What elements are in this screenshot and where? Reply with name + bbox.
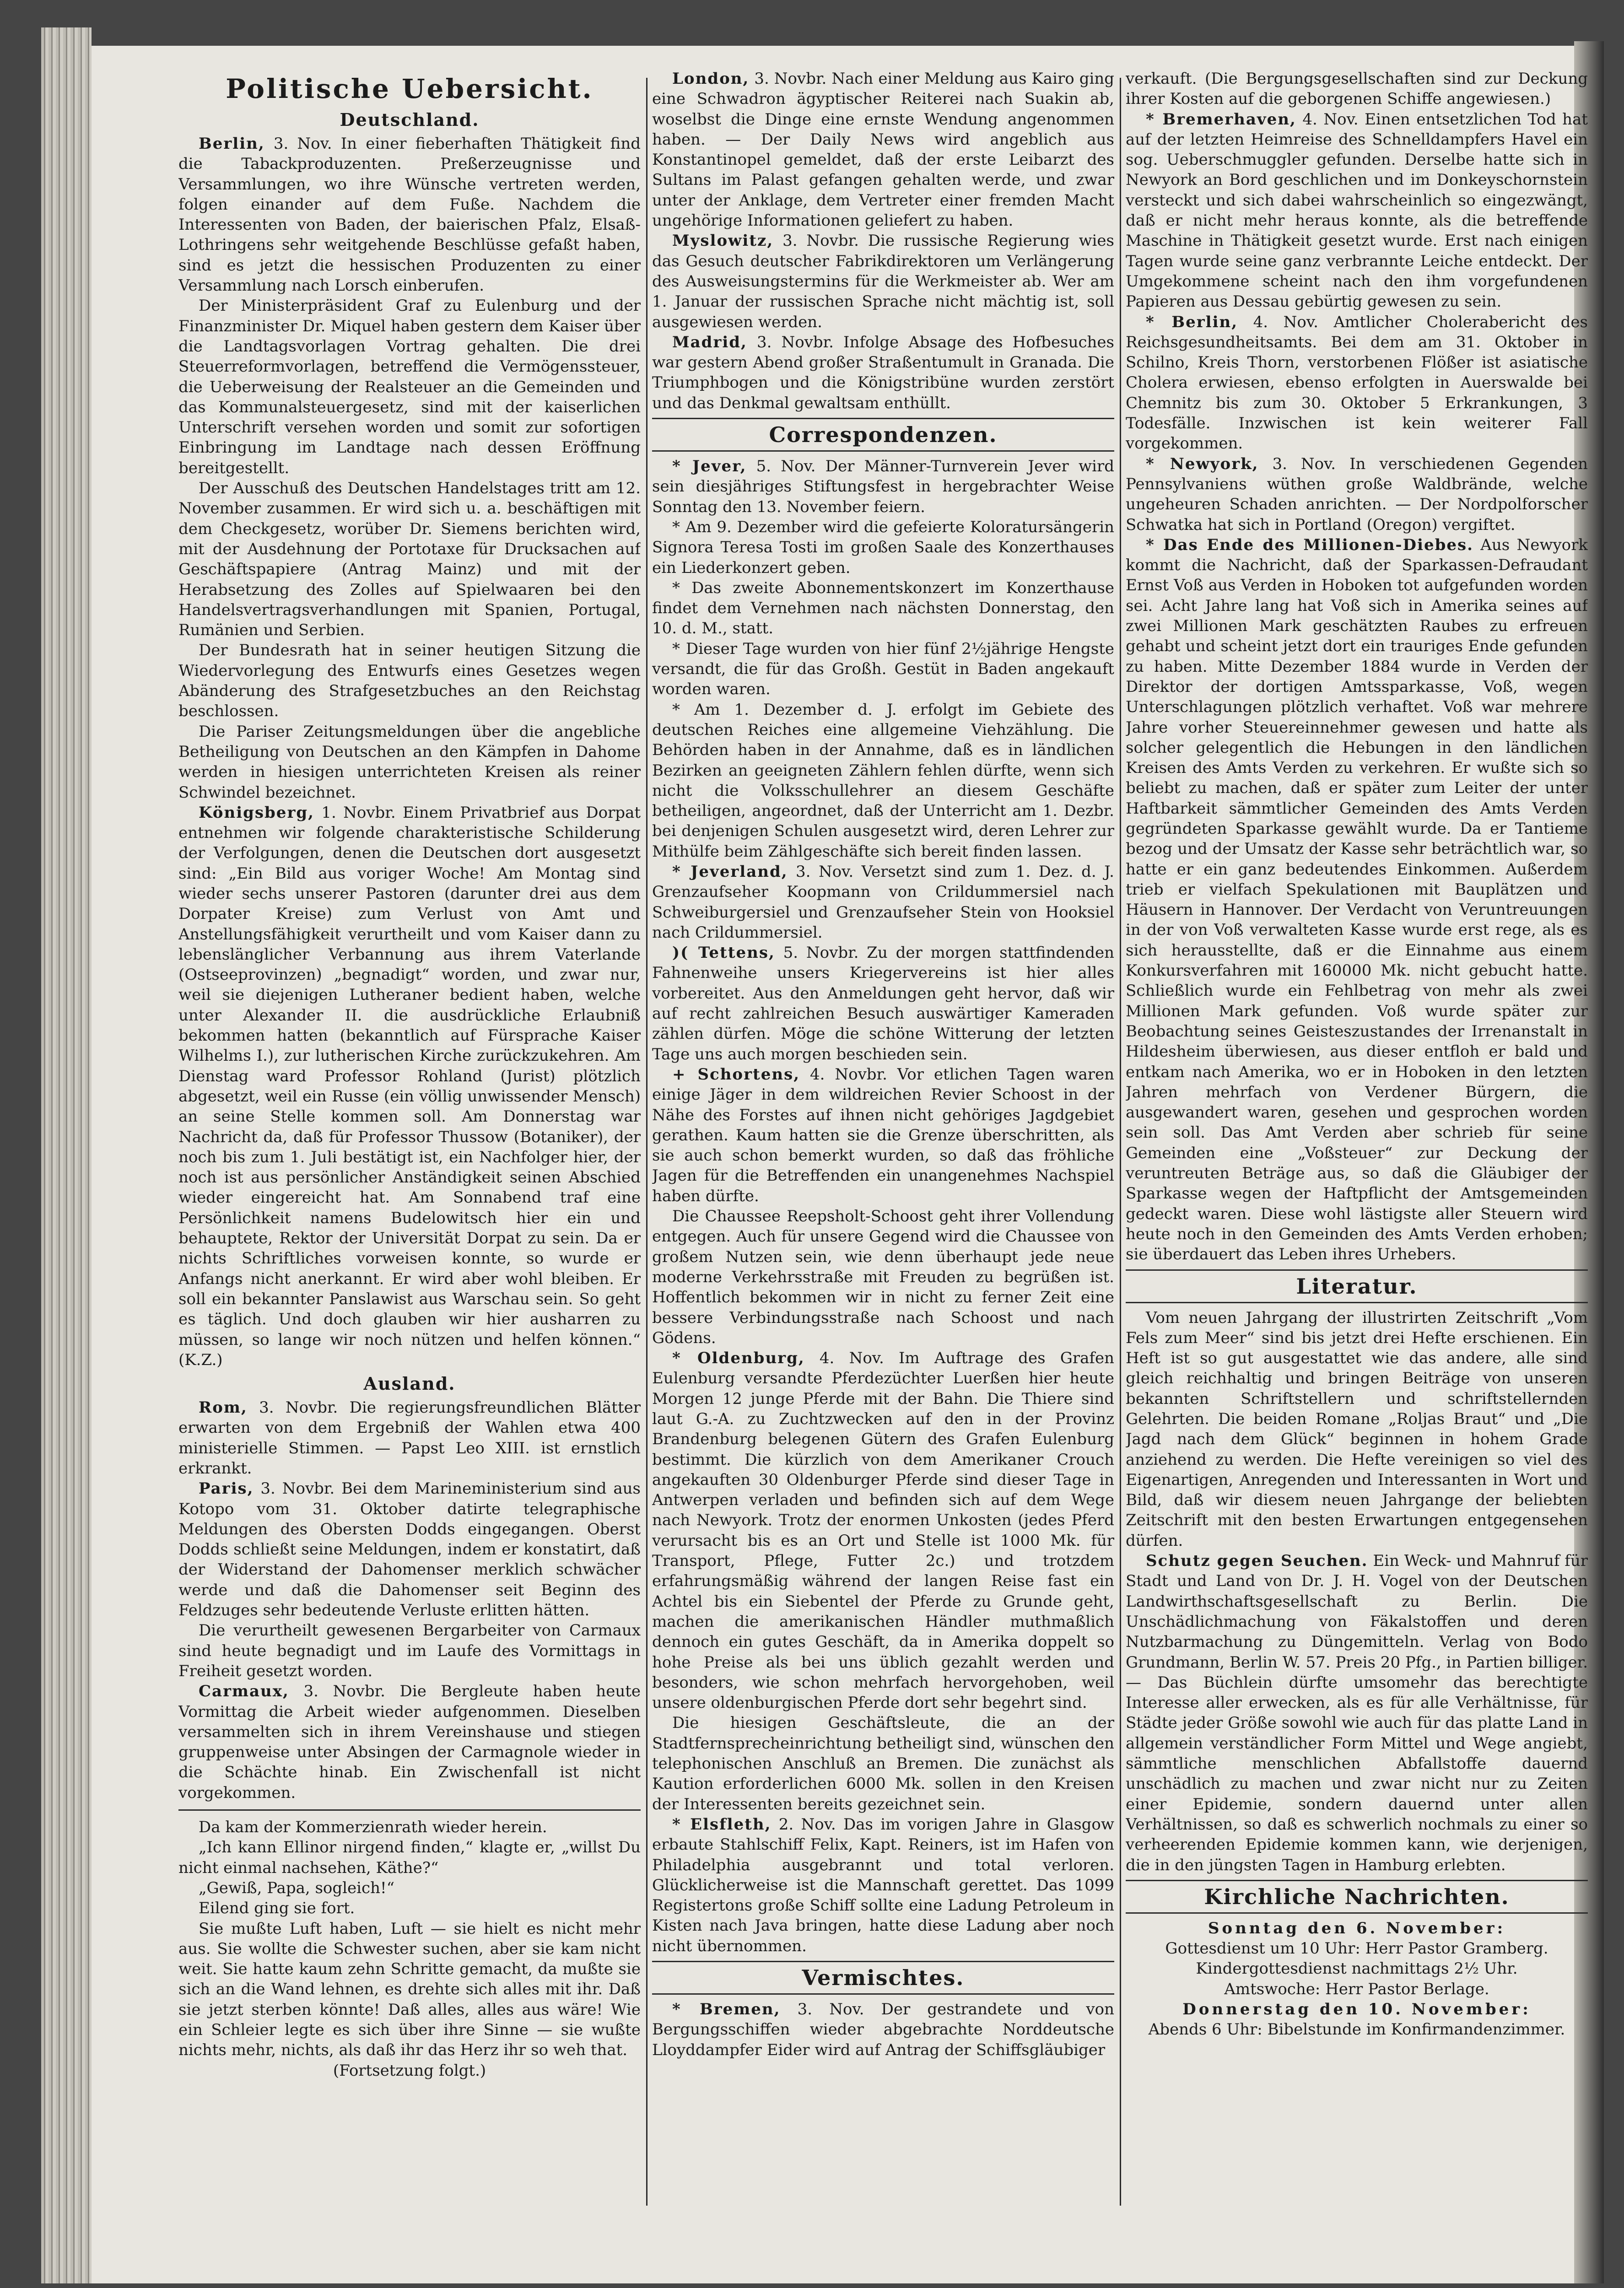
dateline: + Schortens, [672, 1065, 800, 1084]
article [1126, 454, 1588, 535]
column-rule [1120, 78, 1121, 2206]
dateline: * Jever, [672, 457, 747, 476]
dateline: Rom, [199, 1398, 248, 1417]
article [652, 1064, 1114, 1206]
article-text: 3. Novbr. Bei dem Marineministerium sind aus Kotopo vom 31. Oktober datirte telegraphische Meldungen des Obersten Dodds eingegangen. Oberst Dodds schließt seine Meldungen, indem er konstatirt, daß der Widerstand der Dahomenser merklich schwächer werde und daß die Dahomenser seit Beginn des Feldzuges sehr bedeutende Verluste erlitten hätten. [178, 1479, 641, 1620]
article-text: 5. Novbr. Zu der morgen stattfindenden Fahnenweihe unsers Kriegervereins ist hier alles vorbereitet. Aus den Anmeldungen geht hervor, daß wir auf recht zahlreichen Besuch auswärtiger Kameraden zählen dürfen. Möge die schöne Witterung der letzten Tage uns auch morgen beschieden sein. [652, 944, 1114, 1063]
section-title: Vermischtes. [652, 1961, 1114, 1995]
dateline: * Jeverland, [672, 862, 788, 881]
article: * Am 9. Dezember wird die gefeierte Koloratursängerin Signora Teresa Tosti im großen Saale des Konzerthauses ein Liederkonzert geben. [652, 518, 1114, 577]
article [652, 862, 1114, 943]
subsection-title: Deutschland. [340, 109, 480, 130]
article [652, 69, 1114, 231]
article: * Das zweite Abonnementskonzert im Konzerthause findet dem Vernehmen nach nächsten Donnerstag, den 10. d. M., statt. [652, 578, 1114, 638]
dateline: Berlin, [199, 135, 265, 153]
article: * Am 1. Dezember d. J. erfolgt im Gebiete des deutschen Reiches eine allgemeine Viehzählung. Die Behörden haben in der Annahme, daß es in ländlichen Bezirken an geeigneten Zählern fehlen dürfte, wenn sich nicht die Volksschullehrer an diesem Geschäfte betheiligen, angeordnet, daß der Unterricht am 1. Dezbr. bei denjenigen Schulen ausgesetzt wird, deren Lehrer zur Mithülfe beim Zählgeschäfte sich bereit finden lassen. [652, 700, 1114, 861]
church-notice: Abends 6 Uhr: Bibelstunde im Konfirmandenzimmer. [1148, 2020, 1565, 2039]
dateline: * Berlin, [1146, 313, 1238, 331]
feuilleton-divider [178, 1809, 641, 1811]
church-notice: Kindergottesdienst nachmittags 2½ Uhr. [1196, 1959, 1518, 1978]
subsection-title: Ausland. [363, 1373, 456, 1394]
article: verkauft. (Die Bergungsgesellschaften sind zur Deckung ihrer Kosten auf die geborgenen Schiffe angewiesen.) [1126, 70, 1588, 108]
article-text: 3. Nov. Der gestrandete und von Bergungsschiffen wieder abgebrachte Norddeutsche Lloyddampfer Eider wird auf Antrag der Schiffsgläubiger [652, 2000, 1114, 2059]
article-text: 3. Novbr. Nach einer Meldung aus Kairo ging eine Schwadron ägyptischer Reiterei nach Suakin ab, woselbst die Dinge eine ernste Wendung angenommen haben. — Der Daily News wird angeblich aus Konstantinopel gemeldet, daß der erste Leibarzt des Sultans im Palast gefangen gehalten werde, und zwar unter der Anklage, dem Vertreter einer fremden Macht ungehörige Informationen geliefert zu haben. [652, 70, 1114, 230]
article-text: 3. Nov. In einer fieberhaften Thätigkeit find die Tabackproduzenten. Preßerzeugnisse und Versammlungen, wo ihre Wünsche vertreten werden, folgen einander auf dem Fuße. Nachdem die Interessenten von Baden, der baierischen Pfalz, Elsaß-Lothringens sehr weitgehende Beschlüsse gefaßt haben, sind es jetzt die hessischen Produzenten zu einer Versammlung nach Lorsch einberufen. [178, 135, 641, 295]
article-headline: * Das Ende des Millionen-Diebes. [1146, 535, 1473, 554]
article: Vom neuen Jahrgang der illustrirten Zeitschrift „Vom Fels zum Meer“ sind bis jetzt drei Hefte erschienen. Ein Heft ist so gut ausgestattet wie das andere, alle sind gleich reichhaltig und bringen Beiträge von unseren bekannten Schriftstellern und schriftstellernden Gelehrten. Die beiden Romane „Roljas Braut“ und „Die Jagd nach dem Glück“ beginnen in hohem Grade anziehend zu werden. Die Hefte vereinigen so viel des Eigenartigen, Anregenden und Interessanten in Wort und Bild, daß wir diesem neuen Jahrgange der beliebten Zeitschrift mit den besten Erwartungen entgegensehen dürfen. [1126, 1308, 1588, 1550]
section-title: Literatur. [1126, 1269, 1588, 1303]
article-text: 4. Nov. Amtlicher Cholerabericht des Reichsgesundheitsamts. Bei dem am 31. Oktober in Schilno, Kreis Thorn, verstorbenen Flößer ist asiatische Cholera erwiesen, ebenso erfolgten in Auerswalde bei Chemnitz bis zum 30. Oktober 5 Erkrankungen, 3 Todesfälle. Inzwischen ist kein weiterer Fall vorgekommen. [1126, 313, 1588, 453]
article-headline: Schutz gegen Seuchen. [1146, 1552, 1368, 1570]
article-text: 2. Nov. Das im vorigen Jahre in Glasgow erbaute Stahlschiff Felix, Kapt. Reiners, ist im Hafen von Philadelphia ausgebrannt und total verloren. Glücklicherweise ist die Mannschaft gerettet. Das 1099 Registertons große Schiff sollte eine Ladung Petroleum in Kisten nach Java bringen, hatte diese Ladung aber noch nicht übernommen. [652, 1815, 1114, 1955]
dateline: London, [672, 70, 750, 88]
article [1126, 312, 1588, 454]
article-text: 1. Novbr. Einem Privatbrief aus Dorpat entnehmen wir folgende charakteristische Schilderung der Verfolgungen, denen die Deutschen dort ausgesetzt sind: „Ein Bild aus voriger Woche! Am Montag sind wieder sechs unserer Pastoren (darunter drei aus dem Dorpater Kreise) zum Verlust von Amt und Anstellungsfähigkeit verurtheilt und vom Kaiser dann zu lebenslänglicher Verbannung aus ihrem Vaterlande (Ostseeprovinzen) „begnadigt“ worden, und zwar nur, weil sie diejenigen Lutheraner bedient haben, welche unter Alexander II. die ausdrückliche Erlaubniß bekommen hatten (bekanntlich auf Fürsprache Kaiser Wilhelms I.), zur lutherischen Kirche zurückzukehren. Am Dienstag ward Professor Rohland (Jurist) plötzlich abgesetzt, weil ein Russe (ein völlig unwissender Mensch) an seine Stelle kommen soll. Am Donnerstag war Nachricht da, daß für Professor Thussow (Botaniker), der noch bis zum 1. Juli bestätigt ist, ein Nachfolger hier, der noch ist aus persönlicher Anständigkeit seinen Abschied wieder eingereicht hat. Am Sonnabend traf eine Persönlichkeit namens Budelowitsch hier ein und behauptete, Rektor der Universität Dorpat zu sein. Da er nichts Schriftliches vorweisen konnte, so wurde er Anfangs nicht anerkannt. Er wird aber wohl bleiben. Er soll ein bekannter Panslawist aus Warschau sein. So geht es täglich. Und doch glauben wir hier ausharren zu müssen, so lange wir noch nützen und helfen können.“ (K.Z.) [178, 803, 641, 1369]
dateline: * Oldenburg, [672, 1349, 805, 1368]
article [652, 231, 1114, 332]
article: Der Ausschuß des Deutschen Handelstages tritt am 12. November zusammen. Er wird sich u. a. beschäftigen mit dem Checkgesetz, worüber Dr. Siemens berichten wird, mit der Ausdehnung der Portotaxe für Drucksachen auf Geschäftspapiere (Antrag Mainz) und mit der Herabsetzung des Zolles auf Spielwaaren bei den Handelsvertragsverhandlungen mit Spanien, Portugal, Rumänien und Serbien. [178, 479, 641, 640]
article-text: 3. Novbr. Die russische Regierung wies das Gesuch deutscher Fabrikdirektoren um Verlängerung des Ausweisungstermins für die Werkmeister ab. Wer am 1. Januar der russischen Sprache nicht mächtig ist, soll ausgewiesen werden. [652, 232, 1114, 331]
section-title: Politische Uebersicht. [226, 73, 593, 104]
column-1 [178, 69, 641, 2215]
dateline: * Newyork, [1146, 454, 1259, 473]
article [652, 332, 1114, 413]
article [652, 456, 1114, 517]
page-stack-edge [41, 27, 92, 2283]
article [178, 1681, 641, 1803]
article [178, 134, 641, 296]
article [652, 1999, 1114, 2060]
article [1126, 535, 1588, 1265]
article: Die verurtheilt gewesenen Bergarbeiter von Carmaux sind heute begnadigt und im Laufe des Vormittags in Freiheit gesetzt worden. [178, 1621, 641, 1680]
dateline: * Bremen, [672, 2000, 781, 2019]
article [178, 1479, 641, 1620]
church-notice-date: Donnerstag den 10. November: [1182, 2000, 1531, 2019]
feuilleton-text: „Ich kann Ellinor nirgend finden,“ klagte er, „willst Du nicht einmal nachsehen, Käthe?“ [178, 1838, 641, 1877]
article [1126, 1551, 1588, 1875]
continuation-note: (Fortsetzung folgt.) [333, 2061, 486, 2080]
feuilleton-text: Sie mußte Luft haben, Luft — sie hielt es nicht mehr aus. Sie wollte die Schwester suchen, aber sie kam nicht weit. Sie hatte kaum zehn Schritte gemacht, da mußte sie sich an die Wand lehnen, es drehte sich alles mit ihr. Daß sie jetzt sterben könnte! Daß alles, alles aus wäre! Wie ein Schleier legte es sich über ihre Sinne — sie wußte nichts mehr, nichts, als daß ihr das Herz ihr so weh that. [178, 1919, 641, 2060]
article-text: Aus Newyork kommt die Nachricht, daß der Sparkassen-Defraudant Ernst Voß aus Verden in Hoboken tot aufgefunden worden sei. Acht Jahre lang hat Voß sich in Amerika seines auf zwei Millionen Mark geschätzten Raubes zu erfreuen gehabt und scheint jetzt dort ein trauriges Ende gefunden zu haben. Mitte Dezember 1884 wurde in Verden der Direktor der dortigen Amtssparkasse, Voß, wegen Unterschlagungen plötzlich verhaftet. Voß war mehrere Jahre vorher Steuereinnehmer gewesen und hatte als solcher gelegentlich die Hebungen in den ländlichen Kreisen des Amts Verden zu verkehren. Er wußte sich so beliebt zu machen, daß er später zum Leiter der unter Haftbarkeit sämmtlicher Gemeinden des Amts Verden gegründeten Sparkasse gewählt wurde. Da er Tantieme bezog und der Umsatz der Kasse sehr beträchtlich war, so hatte er ein ganz bedeutendes Einkommen. Außerdem trieb er vielfach Spekulationen mit Bauplätzen und Häusern in Hannover. Der Verdacht von Veruntreuungen in der von Voß verwalteten Kasse wurde erst rege, als es sich herausstellte, daß er die Einnahme aus einem Konkursverfahren mit 160000 Mk. nicht gebucht hatte. Schließlich wurde ein Fehlbetrag von mehr als zwei Millionen Mark gefunden. Voß wurde später zur Beobachtung seines Geisteszustandes der Irrenanstalt in Hildesheim überwiesen, aus dieser entfloh er bald und entkam nach Amerika, wo er in Hoboken in den letzten Jahren mehrfach von Verdener Bürgern, die ausgewandert waren, gesehen und gesprochen worden sein soll. Das Amt Verden aber schrieb für seine Gemeinden eine „Voßsteuer“ zur Deckung der veruntreuten Beträge aus, so daß die Gläubiger der Sparkasse wegen der Haftpflicht der Amtsgemeinden gedeckt waren. Diese wohl lästigste aller Steuern wird heute noch in den Gemeinden des Amts Verden erhoben; sie überdauert das Leben ihres Urhebers. [1126, 535, 1588, 1264]
dateline: Königsberg, [199, 803, 314, 822]
article [652, 1814, 1114, 1956]
section-title: Kirchliche Nachrichten. [1126, 1880, 1588, 1914]
section-title: Correspondenzen. [652, 418, 1114, 452]
article [652, 1348, 1114, 1713]
article-text: 4. Nov. Im Auftrage des Grafen Eulenburg versandte Pferdezüchter Luerßen hier heute Morgen 12 junge Pferde mit der Bahn. Die Thiere sind laut G.-A. zu Zuchtzwecken auf den in der Provinz Brandenburg belegenen Gütern des Grafen Eulenburg bestimmt. Die kürzlich von dem Amerikaner Crouch angekauften 30 Oldenburger Pferde sind dieser Tage in Antwerpen verladen und befinden sich auf dem Wege nach Newyork. Trotz der enormen Unkosten (jedes Pferd verursacht bis es an Ort und Stelle ist 1000 Mk. für Transport, Pflege, Futter 2c.) und trotzdem erfahrungsmäßig während der langen Reise fast ein Achtel bis ein Siebentel der Pferde zu Grunde geht, machen die amerikanischen Händler muthmaßlich dennoch ein gutes Geschäft, da in Amerika doppelt so hohe Preise als bei uns üblich gezahlt werden und besonders, wie schon mehrfach hervorgehoben, weil unsere oldenburgischen Pferde dort sehr begehrt sind. [652, 1349, 1114, 1712]
article-text: Ein Weck- und Mahnruf für Stadt und Land von Dr. J. H. Vogel von der Deutschen Landwirthschaftsgesellschaft zu Berlin. Die Unschädlichmachung von Fäkalstoffen und deren Nutzbarmachung zu Düngemitteln. Verlag von Bodo Grundmann, Berlin W. 57. Preis 20 Pfg., in Partien billiger. — Das Büchlein dürfte umsomehr das berechtigte Interesse aller erwecken, als es für alle Verhältnisse, für Städte jeder Größe sowohl wie auch für das platte Land in allgemein verständlicher Form Mittel und Wege angiebt, sämmtliche menschlichen Abfallstoffe dauernd unschädlich zu machen und zwar nicht nur zu Zeiten einer Epidemie, sondern dauernd unter allen Verhältnissen, so daß es schwerlich nochmals zu einer so verheerenden Epidemie kommen kann, wie derjenigen, die in den jüngsten Tagen in Hamburg erlebten. [1126, 1552, 1588, 1874]
church-notice: Gottesdienst um 10 Uhr: Herr Pastor Gramberg. [1165, 1939, 1548, 1958]
article [178, 803, 641, 1370]
article: Der Bundesrath hat in seiner heutigen Sitzung die Wiedervorlegung des Entwurfs eines Gesetzes wegen Abänderung des Strafgesetzbuches an den Reichstag beschlossen. [178, 641, 641, 721]
article [652, 943, 1114, 1064]
article-text: 3. Nov. Versetzt sind zum 1. Dez. d. J. Grenzaufseher Koopmann von Crildummersiel nach Schweiburgersiel und Grenzaufseher Stein von Hooksiel nach Crildummersiel. [652, 862, 1114, 942]
column-2 [652, 69, 1114, 2215]
article-text: 3. Nov. In verschiedenen Gegenden Pennsylvaniens wüthen große Waldbrände, welche ungeheuren Schaden anrichten. — Der Nordpolforscher Schwatka hat sich in Portland (Oregon) vergiftet. [1126, 454, 1588, 534]
article-text: 4. Nov. Einen entsetzlichen Tod hat auf der letzten Heimreise des Schnelldampfers Havel ein sog. Ueberschmuggler gefunden. Derselbe hatte sich in Newyork an Bord geschlichen und im Donkeyschornstein versteckt und sich dabei wahrscheinlich so eingezwängt, daß er nicht mehr heraus konnte, als die betreffende Maschine in Thätigkeit gesetzt wurde. Erst nach einigen Tagen wurde seine ganz verbrannte Leiche entdeckt. Der Umgekommene scheint nach den ihm vorgefundenen Papieren aus Dessau gebürtig gewesen zu sein. [1126, 110, 1588, 311]
dateline: Carmaux, [199, 1682, 289, 1701]
dateline: Madrid, [672, 333, 747, 351]
feuilleton-text: Eilend ging sie fort. [199, 1899, 355, 1918]
dateline: Myslowitz, [672, 232, 774, 250]
feuilleton-text: „Gewiß, Papa, sogleich!“ [199, 1878, 395, 1897]
church-notice: Amtswoche: Herr Pastor Berlage. [1224, 1980, 1489, 1998]
article-text: 3. Novbr. Die Bergleute haben heute Vormittag die Arbeit wieder aufgenommen. Dieselben versammelten sich in ihrem Vereinshause und stiegen gruppenweise unter Absingen der Carmagnole wieder in die Schächte hinab. Ein Zwischenfall ist nicht vorgekommen. [178, 1682, 641, 1802]
article-text: 4. Novbr. Vor etlichen Tagen waren einige Jäger in dem wildreichen Revier Schoost in der Nähe des Forstes auf ihnen nicht gehöriges Jagdgebiet gerathen. Kaum hatten sie die Grenze überschritten, als sie auch schon bemerkt wurden, so daß das fröhliche Jagen für die Betreffenden ein unangenehmes Nachspiel haben dürfte. [652, 1065, 1114, 1205]
column-3 [1126, 69, 1588, 2215]
dateline: * Elsfleth, [672, 1815, 772, 1834]
dateline: )( Tettens, [672, 944, 775, 962]
article-text: 3. Novbr. Infolge Absage des Hofbesuches war gestern Abend großer Straßentumult in Granada. Die Triumphbogen und die Königstribüne wurden zerstört und das Denkmal gewaltsam enthüllt. [652, 333, 1114, 412]
article: Die Pariser Zeitungsmeldungen über die angebliche Betheiligung von Deutschen an den Kämpfen in Dahome werden in hiesigen unterrichteten Kreisen als reiner Schwindel bezeichnet. [178, 722, 641, 802]
dateline: * Bremerhaven, [1146, 110, 1296, 129]
church-notice-date: Sonntag den 6. November: [1208, 1919, 1506, 1937]
article [1126, 109, 1588, 312]
article-text: 3. Novbr. Die regierungsfreundlichen Blätter erwarten von dem Ergebniß der Wahlen etwa 400 ministerielle Stimmen. — Papst Leo XIII. ist ernstlich erkrankt. [178, 1398, 641, 1478]
article-text: 5. Nov. Der Männer-Turnverein Jever wird sein diesjähriges Stiftungsfest in hergebrachter Weise Sonntag den 13. November feiern. [652, 457, 1114, 516]
column-rule [646, 78, 647, 2206]
article: Die hiesigen Geschäftsleute, die an der Stadtfernsprecheinrichtung betheiligt sind, wünschen den telephonischen Anschluß an Bremen. Die zunächst als Kaution erforderlichen 6000 Mk. sollen in den Kreisen der Interessenten bereits gezeichnet sein. [652, 1714, 1114, 1813]
article: * Dieser Tage wurden von hier fünf 2½jährige Hengste versandt, die für das Großh. Gestüt in Baden angekauft worden waren. [652, 639, 1114, 699]
feuilleton-text: Da kam der Kommerzienrath wieder herein. [199, 1818, 547, 1837]
article: Der Ministerpräsident Graf zu Eulenburg und der Finanzminister Dr. Miquel haben gestern dem Kaiser über die Landtagsvorlagen Vortrag gehalten. Die drei Steuerreformvorlagen, betreffend die Vermögenssteuer, die Ueberweisung der Realsteuer an die Gemeinden und das Kommunalsteuergesetz, sind mit der kaiserlichen Unterschrift versehen worden und somit zur sofortigen Einbringung im Landtage nach dessen Eröffnung bereitgestellt. [178, 297, 641, 477]
article [178, 1398, 641, 1479]
dateline: Paris, [199, 1479, 254, 1498]
article: Die Chaussee Reepsholt-Schoost geht ihrer Vollendung entgegen. Auch für unsere Gegend wird die Chaussee von großem Nutzen sein, wie denn überhaupt jede neue moderne Verkehrsstraße mit Freuden zu begrüßen ist. Hoffentlich bekommen wir in nicht zu ferner Zeit eine bessere Verbindungsstraße nach Schoost und nach Gödens. [652, 1207, 1114, 1347]
